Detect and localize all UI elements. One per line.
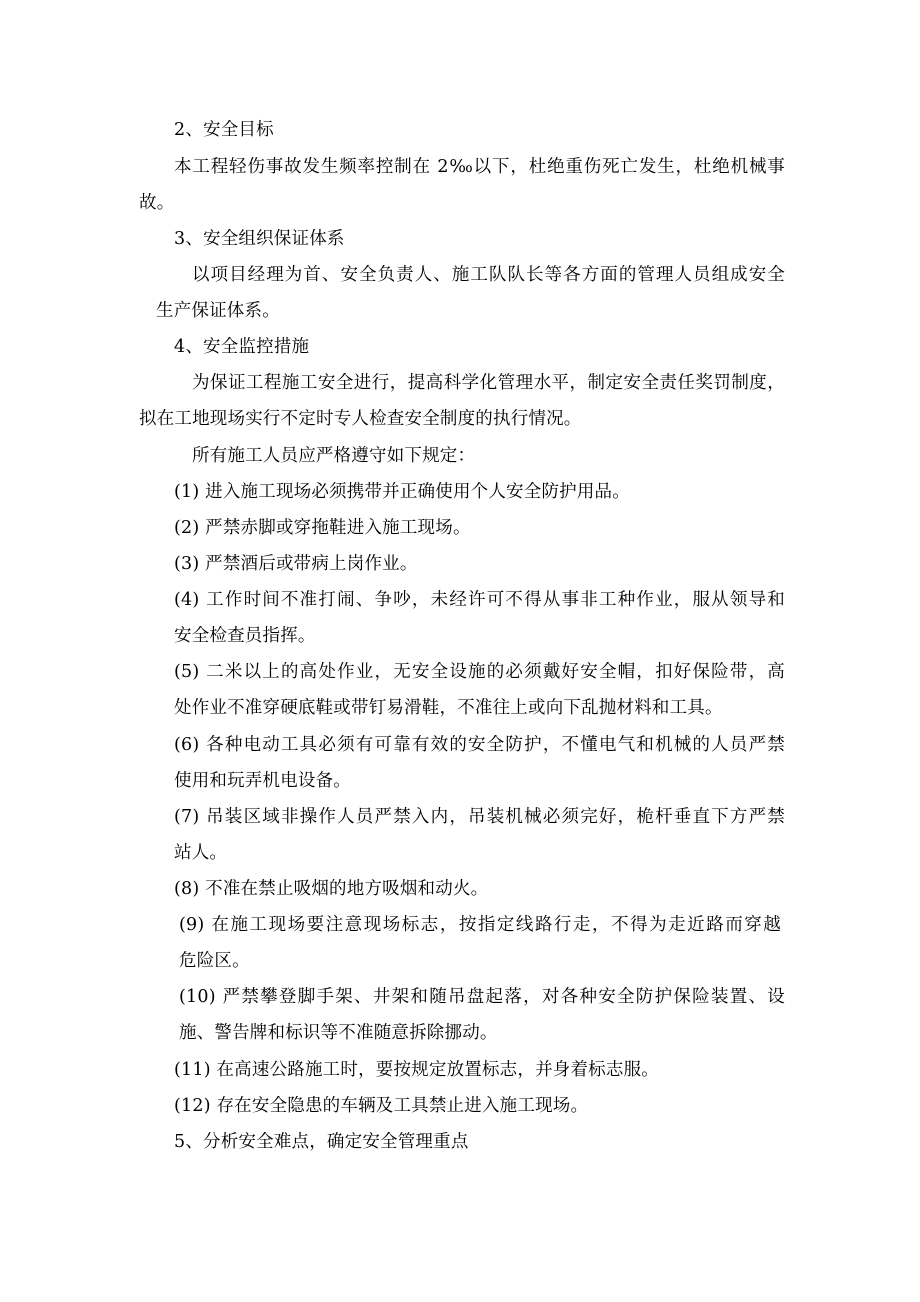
rule-item: (6) 各种电动工具必须有可靠有效的安全防护，不懂电气和机械的人员严禁 [174,735,785,755]
goal-paragraph-line: 本工程轻伤事故发生频率控制在 2‰以下，杜绝重伤死亡发生，杜绝机械事 [174,157,785,177]
rule-item: (9) 在施工现场要注意现场标志，按指定线路行走，不得为走近路而穿越 [179,915,781,935]
rules-intro: 所有施工人员应严格遵守如下规定： [192,446,476,466]
rule-item: (1) 进入施工现场必须携带并正确使用个人安全防护用品。 [174,482,630,502]
heading-safety-monitoring: 4、安全监控措施 [174,337,310,357]
heading-safety-difficulties: 5、分析安全难点，确定安全管理重点 [174,1132,469,1152]
rule-item: (12) 存在安全隐患的车辆及工具禁止进入施工现场。 [174,1096,589,1116]
rule-item-continuation: 使用和玩弄机电设备。 [174,771,351,791]
rule-item: (5) 二米以上的高处作业，无安全设施的必须戴好安全帽，扣好保险带，高 [174,662,785,682]
rule-item: (11) 在高速公路施工时，要按规定放置标志，并身着标志服。 [174,1060,659,1080]
rule-item-continuation: 站人。 [174,843,228,863]
goal-paragraph-line: 故。 [139,193,175,213]
heading-safety-goal: 2、安全目标 [174,120,274,140]
rule-item-continuation: 安全检查员指挥。 [174,626,316,646]
org-paragraph-line: 生产保证体系。 [156,301,280,321]
rule-item: (7) 吊装区域非操作人员严禁入内，吊装机械必须完好，桅杆垂直下方严禁 [174,807,785,827]
rule-item: (2) 严禁赤脚或穿拖鞋进入施工现场。 [174,518,471,538]
monitor-paragraph-line: 拟在工地现场实行不定时专人检查安全制度的执行情况。 [139,409,582,429]
rule-item-continuation: 处作业不准穿硬底鞋或带钉易滑鞋，不准往上或向下乱抛材料和工具。 [174,698,723,718]
rule-item-continuation: 危险区。 [179,951,250,971]
rule-item: (4) 工作时间不准打闹、争吵，未经许可不得从事非工种作业，服从领导和 [174,590,785,610]
org-paragraph-line: 以项目经理为首、安全负责人、施工队队长等各方面的管理人员组成安全 [192,265,785,285]
rule-item-continuation: 施、警告牌和标识等不准随意拆除挪动。 [179,1023,498,1043]
monitor-paragraph-line: 为保证工程施工安全进行，提高科学化管理水平，制定安全责任奖罚制度， [192,373,785,393]
rule-item: (10) 严禁攀登脚手架、井架和随吊盘起落，对各种安全防护保险装置、设 [179,987,785,1007]
rule-item: (8) 不准在禁止吸烟的地方吸烟和动火。 [174,879,489,899]
rule-item: (3) 严禁酒后或带病上岗作业。 [174,554,418,574]
heading-safety-organization: 3、安全组织保证体系 [174,229,345,249]
